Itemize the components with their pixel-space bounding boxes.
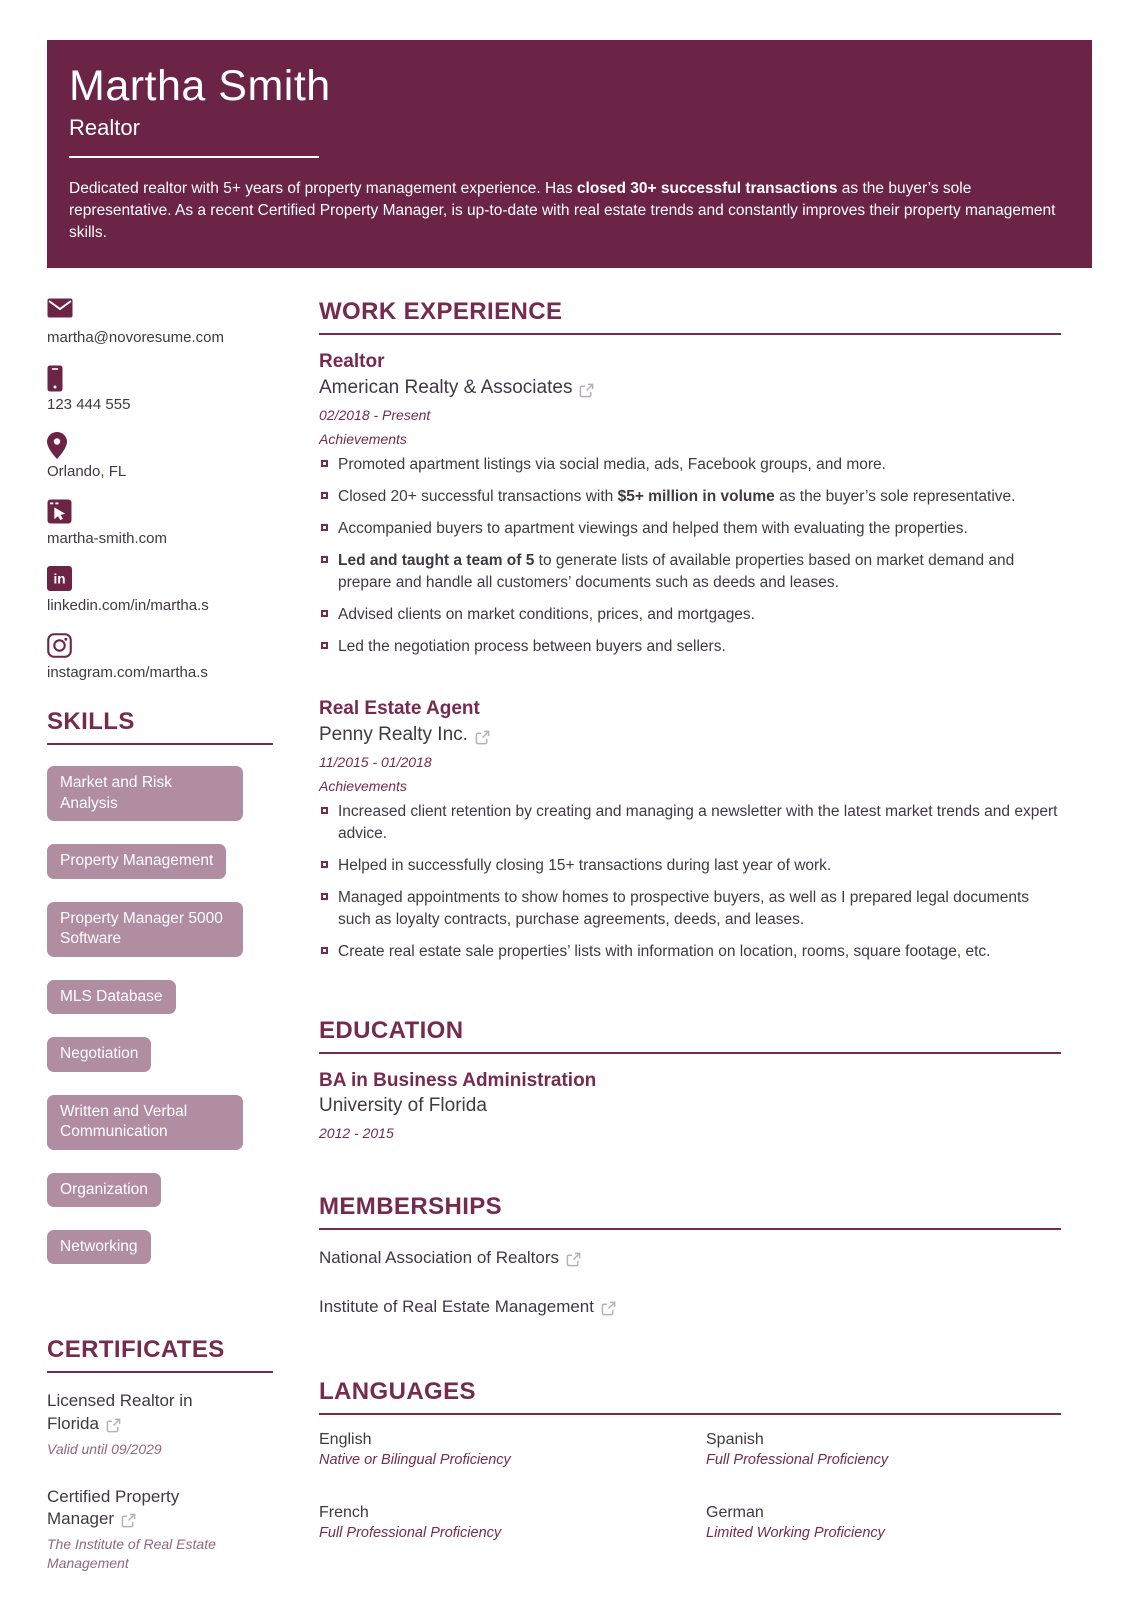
- membership-name: National Association of Realtors: [319, 1248, 560, 1268]
- job-company: American Realty & Associates: [319, 377, 573, 399]
- certificates-section: [47, 1336, 273, 1572]
- bullet-text: Increased client retention by creating and managing a newsletter with the latest market trends and expert advice.: [338, 803, 1058, 843]
- certificates-heading: CERTIFICATES: [47, 1336, 273, 1373]
- bullet-text: Promoted apartment listings via social media, ads, Facebook groups, and more.: [338, 456, 886, 474]
- skill-pill-row: [47, 766, 273, 821]
- work-experience-section: [319, 298, 1061, 963]
- language-proficiency: Limited Working Proficiency: [706, 1525, 885, 1542]
- language-name: German: [706, 1504, 764, 1522]
- square-bullet-icon: [321, 524, 328, 531]
- main-column: [319, 298, 1061, 1572]
- job-list: [319, 351, 1061, 963]
- contact-text[interactable]: martha@novoresume.com: [47, 329, 224, 347]
- skill-pill-row: [47, 902, 273, 957]
- sidebar: [47, 298, 273, 1572]
- linkedin-icon: [47, 566, 273, 593]
- square-bullet-icon: [321, 807, 328, 814]
- person-job-title: Realtor: [69, 115, 140, 141]
- certificate-item: [47, 1486, 273, 1573]
- job-company: Penny Realty Inc.: [319, 724, 468, 746]
- certificates-list: [47, 1390, 273, 1572]
- language-proficiency: Full Professional Proficiency: [319, 1525, 502, 1542]
- contact-text[interactable]: martha-smith.com: [47, 530, 168, 548]
- phone-icon: [47, 365, 273, 392]
- bullet-item: [319, 518, 1061, 540]
- bullet-list: [319, 801, 1061, 963]
- skill-pill: MLS Database: [47, 980, 176, 1014]
- job-title: Real Estate Agent: [319, 698, 480, 720]
- languages-heading: LANGUAGES: [319, 1378, 1061, 1415]
- language-name: French: [319, 1504, 369, 1522]
- language-proficiency: Full Professional Proficiency: [706, 1452, 889, 1469]
- bullet-text: Closed 20+ successful transactions with $5+ million in volume as the buyer’s sole representative.: [338, 488, 1016, 506]
- language-item: [706, 1504, 1061, 1541]
- bullet-item: [319, 887, 1061, 931]
- achievements-label: Achievements: [319, 431, 407, 448]
- languages-section: [319, 1378, 1061, 1541]
- language-item: [319, 1431, 706, 1468]
- job-entry: [319, 351, 1061, 658]
- certificate-name: [47, 1390, 242, 1435]
- job-title: Realtor: [319, 351, 385, 373]
- education-school: University of Florida: [319, 1095, 487, 1117]
- resume-header: [47, 40, 1092, 268]
- bullet-item: [319, 454, 1061, 476]
- skill-pill-row: [47, 844, 273, 878]
- contact-text[interactable]: 123 444 555: [47, 396, 131, 414]
- contact-item: [47, 566, 273, 615]
- bullet-text: Advised clients on market conditions, prices, and mortgages.: [338, 606, 755, 624]
- language-item: [706, 1431, 1061, 1468]
- contact-item: [47, 432, 273, 481]
- certificate-subtitle: The Institute of Real Estate Management: [47, 1535, 216, 1571]
- membership-item: [319, 1297, 1061, 1318]
- skill-pill-row: [47, 1173, 273, 1207]
- summary-text: Dedicated realtor with 5+ years of property management experience. Has closed 30+ successful transactions as the buyer’s sole representative. As a recent Certified Property Manager, is up-to-date with real estate trends and constantly improves their property management skills.: [69, 180, 1056, 242]
- contact-text[interactable]: linkedin.com/in/martha.s: [47, 597, 209, 615]
- job-company-row: [319, 724, 1061, 746]
- mail-icon: [47, 298, 273, 325]
- language-list: [319, 1431, 1061, 1541]
- square-bullet-icon: [321, 460, 328, 467]
- membership-list: [319, 1248, 1061, 1318]
- job-company-row: [319, 377, 1061, 399]
- bullet-text: Led and taught a team of 5 to generate lists of available properties based on market demand and prepare and handle all customers’ documents such as deeds and leases.: [338, 552, 1015, 592]
- external-link-icon[interactable]: [121, 1509, 136, 1531]
- job-period: 02/2018 - Present: [319, 407, 431, 424]
- language-name: Spanish: [706, 1431, 764, 1449]
- bullet-text: Managed appointments to show homes to prospective buyers, as well as I prepared legal documents such as loyalty contracts, purchase agreements, deeds, and leases.: [338, 889, 1029, 929]
- skill-pill: Market and Risk Analysis: [47, 766, 243, 821]
- svg-text:in: in: [53, 572, 66, 588]
- square-bullet-icon: [321, 861, 328, 868]
- header-divider: [69, 156, 319, 158]
- external-link-icon[interactable]: [601, 1298, 616, 1318]
- bullet-item: [319, 604, 1061, 626]
- education-heading: EDUCATION: [319, 1017, 1061, 1054]
- language-proficiency: Native or Bilingual Proficiency: [319, 1452, 511, 1469]
- bullet-text: Accompanied buyers to apartment viewings and helped them with evaluating the properties.: [338, 520, 968, 538]
- bullet-text: Led the negotiation process between buyers and sellers.: [338, 638, 726, 656]
- education-degree: BA in Business Administration: [319, 1070, 597, 1092]
- square-bullet-icon: [321, 610, 328, 617]
- contact-item: [47, 633, 273, 682]
- skill-pill-row: [47, 1037, 273, 1071]
- language-item: [319, 1504, 706, 1541]
- language-name: English: [319, 1431, 372, 1449]
- website-icon: [47, 499, 273, 526]
- square-bullet-icon: [321, 893, 328, 900]
- bullet-item: [319, 855, 1061, 877]
- skills-list: [47, 766, 273, 1264]
- instagram-icon: [47, 633, 273, 660]
- skill-pill: Organization: [47, 1173, 161, 1207]
- skills-section: [47, 708, 273, 1264]
- bullet-item: [319, 636, 1061, 658]
- skills-heading: SKILLS: [47, 708, 273, 745]
- bullet-list: [319, 454, 1061, 658]
- contact-item: [47, 499, 273, 548]
- bullet-item: [319, 801, 1061, 845]
- bullet-item: [319, 486, 1061, 508]
- skill-pill-row: [47, 1095, 273, 1150]
- external-link-icon[interactable]: [579, 381, 594, 399]
- membership-item: [319, 1248, 1061, 1269]
- contact-item: [47, 298, 273, 347]
- contact-text[interactable]: instagram.com/martha.s: [47, 664, 208, 682]
- contact-list: [47, 298, 273, 682]
- education-period: 2012 - 2015: [319, 1125, 394, 1142]
- education-section: [319, 1017, 1061, 1141]
- external-link-icon[interactable]: [106, 1414, 121, 1436]
- square-bullet-icon: [321, 492, 328, 499]
- skill-pill: Written and Verbal Communication: [47, 1095, 243, 1150]
- work-experience-heading: WORK EXPERIENCE: [319, 298, 1061, 335]
- contact-text[interactable]: Orlando, FL: [47, 463, 127, 481]
- person-name: Martha Smith: [69, 62, 331, 110]
- square-bullet-icon: [321, 947, 328, 954]
- bullet-text: Create real estate sale properties’ lists with information on location, rooms, square footage, etc.: [338, 943, 991, 961]
- skill-pill-row: [47, 980, 273, 1014]
- contact-item: [47, 365, 273, 414]
- square-bullet-icon: [321, 642, 328, 649]
- bullet-text: Helped in successfully closing 15+ transactions during last year of work.: [338, 857, 832, 875]
- skill-pill: Property Manager 5000 Software: [47, 902, 243, 957]
- job-entry: [319, 698, 1061, 963]
- memberships-heading: MEMBERSHIPS: [319, 1193, 1061, 1230]
- job-period: 11/2015 - 01/2018: [319, 754, 432, 771]
- bullet-item: [319, 550, 1061, 594]
- memberships-section: [319, 1193, 1061, 1318]
- certificate-name-text: Certified Property Manager: [47, 1486, 180, 1528]
- skill-pill: Networking: [47, 1230, 151, 1264]
- membership-name: Institute of Real Estate Management: [319, 1297, 594, 1317]
- external-link-icon[interactable]: [475, 728, 490, 746]
- certificate-item: [47, 1390, 273, 1458]
- certificate-subtitle: Valid until 09/2029: [47, 1440, 162, 1457]
- location-pin-icon: [47, 432, 273, 459]
- square-bullet-icon: [321, 556, 328, 563]
- skill-pill-row: [47, 1230, 273, 1264]
- content-columns: [47, 298, 1098, 1572]
- certificate-name-text: Licensed Realtor in Florida: [47, 1391, 193, 1433]
- skill-pill: Property Management: [47, 844, 226, 878]
- skill-pill: Negotiation: [47, 1037, 151, 1071]
- external-link-icon[interactable]: [566, 1249, 581, 1269]
- certificate-name: [47, 1486, 242, 1531]
- bullet-item: [319, 941, 1061, 963]
- achievements-label: Achievements: [319, 778, 407, 795]
